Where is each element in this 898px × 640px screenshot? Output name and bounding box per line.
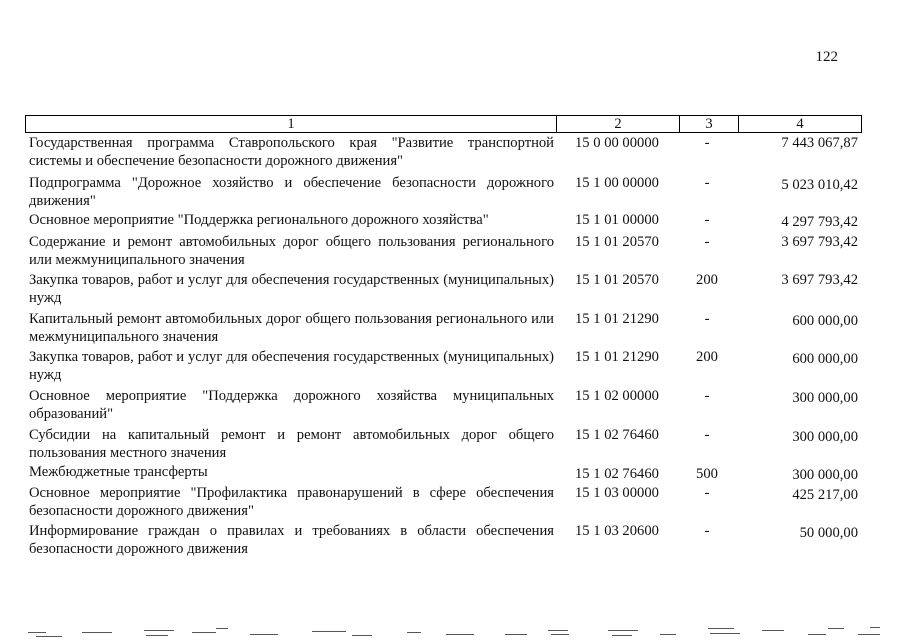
row-code: 15 1 01 00000 bbox=[575, 212, 659, 228]
row-code: 15 1 01 21290 bbox=[575, 349, 659, 365]
row-name: Содержание и ремонт автомобильных дорог общего пользования регионального или межмуниципального значения bbox=[29, 234, 554, 268]
row-sum: 300 000,00 bbox=[792, 390, 858, 406]
header-col-1: 1 bbox=[25, 115, 557, 133]
header-col-2: 2 bbox=[556, 115, 680, 133]
row-vr: - bbox=[704, 427, 710, 443]
row-name: Основное мероприятие "Профилактика правонарушений в сфере обеспечения безопасности дорожного движения" bbox=[29, 485, 554, 519]
row-vr: - bbox=[704, 523, 710, 539]
row-name: Информирование граждан о правилах и требованиях в области обеспечения безопасности дорожного движения bbox=[29, 523, 554, 557]
scan-artifact-marks bbox=[0, 622, 898, 640]
row-sum: 300 000,00 bbox=[792, 429, 858, 445]
row-code: 15 1 03 00000 bbox=[575, 485, 659, 501]
row-sum: 3 697 793,42 bbox=[781, 234, 858, 250]
row-vr: 200 bbox=[696, 272, 718, 288]
row-sum: 50 000,00 bbox=[799, 525, 858, 541]
row-sum: 300 000,00 bbox=[792, 467, 858, 483]
row-vr: - bbox=[704, 175, 710, 191]
header-col-4: 4 bbox=[738, 115, 862, 133]
row-code: 15 1 02 76460 bbox=[575, 427, 659, 443]
row-name: Капитальный ремонт автомобильных дорог общего пользования регионального или межмуниципального значения bbox=[29, 311, 554, 345]
row-vr: - bbox=[704, 135, 710, 151]
row-code: 15 1 02 76460 bbox=[575, 466, 659, 482]
row-code: 15 1 00 00000 bbox=[575, 175, 659, 191]
row-code: 15 1 02 00000 bbox=[575, 388, 659, 404]
row-code: 15 1 01 21290 bbox=[575, 311, 659, 327]
row-vr: - bbox=[704, 234, 710, 250]
row-vr: - bbox=[704, 485, 710, 501]
row-name: Межбюджетные трансферты bbox=[29, 464, 208, 480]
row-vr: - bbox=[704, 388, 710, 404]
row-name: Закупка товаров, работ и услуг для обеспечения государственных (муниципальных) нужд bbox=[29, 349, 554, 383]
row-name: Основное мероприятие "Поддержка дорожного хозяйства муниципальных образований" bbox=[29, 388, 554, 422]
row-sum: 5 023 010,42 bbox=[781, 177, 858, 193]
row-name: Субсидии на капитальный ремонт и ремонт автомобильных дорог общего пользования местного значения bbox=[29, 427, 554, 461]
header-col-3: 3 bbox=[679, 115, 739, 133]
page-number: 122 bbox=[815, 49, 838, 65]
row-code: 15 1 03 20600 bbox=[575, 523, 659, 539]
row-name: Закупка товаров, работ и услуг для обеспечения государственных (муниципальных) нужд bbox=[29, 272, 554, 306]
row-vr: 200 bbox=[696, 349, 718, 365]
row-sum: 3 697 793,42 bbox=[781, 272, 858, 288]
row-vr: - bbox=[704, 311, 710, 327]
row-name: Основное мероприятие "Поддержка регионального дорожного хозяйства" bbox=[29, 212, 489, 228]
row-name: Подпрограмма "Дорожное хозяйство и обеспечение безопасности дорожного движения" bbox=[29, 175, 554, 209]
row-code: 15 1 01 20570 bbox=[575, 234, 659, 250]
row-sum: 4 297 793,42 bbox=[781, 214, 858, 230]
row-sum: 600 000,00 bbox=[792, 313, 858, 329]
row-code: 15 1 01 20570 bbox=[575, 272, 659, 288]
row-vr: - bbox=[704, 212, 710, 228]
row-vr: 500 bbox=[696, 466, 718, 482]
row-sum: 7 443 067,87 bbox=[781, 135, 858, 151]
row-code: 15 0 00 00000 bbox=[575, 135, 659, 151]
row-sum: 425 217,00 bbox=[792, 487, 858, 503]
row-sum: 600 000,00 bbox=[792, 351, 858, 367]
row-name: Государственная программа Ставропольского края "Развитие транспортной системы и обеспечение безопасности дорожного движения" bbox=[29, 135, 554, 169]
